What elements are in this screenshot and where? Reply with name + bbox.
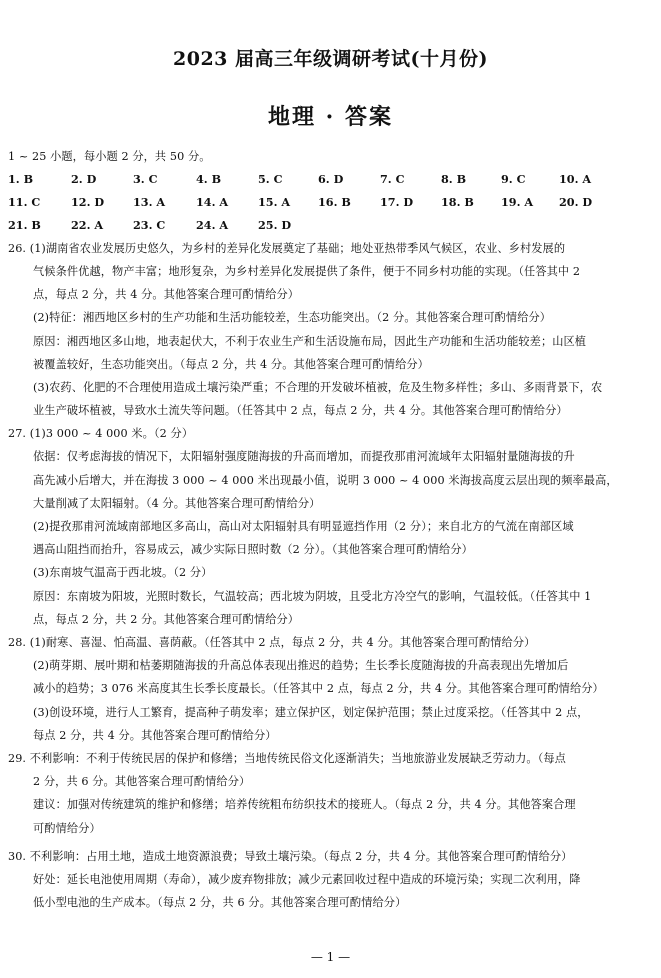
answer-line: 好处：延长电池使用周期（寿命），减少废弃物排放；减少元素回收过程中造成的环境污染；实现二次利用，降 [33,873,581,886]
answer-line: 遇高山阻挡而抬升，容易成云，减少实际日照时数（2 分）。（其他答案合理可酌情给分） [33,543,473,556]
mcq-answer: 22. A [71,218,104,232]
subject-title: 地理 · 答案 [268,104,393,130]
answer-line: (2)萌芽期、展叶期和枯萎期随海拔的升高总体表现出推迟的趋势；生长季长度随海拔的升高表现出先增加后 [33,659,569,672]
answer-line: 每点 2 分，共 4 分。其他答案合理可酌情给分） [33,729,277,742]
answer-line: 气候条件优越，物产丰富；地形复杂，为乡村差异化发展提供了条件，便于不同乡村功能的实现。（任答其中 2 [33,265,581,278]
mcq-answer: 2. D [71,172,97,186]
answer-line: 点，每点 2 分，共 4 分。其他答案合理可酌情给分） [33,288,300,301]
answer-line: 依据：仅考虑海拔的情况下，太阳辐射强度随海拔的升高而增加，而提孜那甫河流域年太阳辐射量随海拔的升 [33,450,575,463]
answer-line: 可酌情给分） [33,822,101,835]
answer-line: (2)特征：湘西地区乡村的生产功能和生活功能较差，生态功能突出。（2 分。其他答案合理可酌情给分） [33,311,552,324]
mcq-answer: 18. B [441,195,474,209]
answer-line: 原因：东南坡为阳坡，光照时数长，气温较高；西北坡为阴坡，且受北方冷空气的影响，气温较低。（任答其中 1 [33,590,592,603]
mcq-answer: 12. D [71,195,105,209]
mcq-answer-row-3 [8,218,648,234]
mcq-answer: 13. A [133,195,166,209]
exam-title: 2023 届高三年级调研考试(十月份) [173,48,488,70]
mcq-answer: 1. B [8,172,34,186]
mcq-answer-row-1 [8,172,648,188]
mcq-answer: 9. C [501,172,526,186]
answer-line: 建议：加强对传统建筑的维护和修缮；培养传统粗布纺织技术的接班人。（每点 2 分，共 4 分。其他答案合理 [33,798,576,811]
answer-line: 2 分，共 6 分。其他答案合理可酌情给分） [33,775,251,788]
mcq-answer: 4. B [196,172,222,186]
mcq-answer: 21. B [8,218,41,232]
page-number: — 1 — [310,950,351,964]
answer-line: 点，每点 2 分，共 2 分。其他答案合理可酌情给分） [33,613,300,626]
answer-line: 26. (1)湖南省农业发展历史悠久，为乡村的差异化发展奠定了基础；地处亚热带季风气候区，农业、乡村发展的 [8,242,566,255]
answer-line: 减小的趋势；3 076 米高度其生长季长度最长。（任答其中 2 点，每点 2 分，共 4 分。其他答案合理可酌情给分） [33,682,604,695]
mcq-answer: 5. C [258,172,283,186]
answer-line: 大量削减了太阳辐射。（4 分。其他答案合理可酌情给分） [33,497,321,510]
mcq-answer-row-2 [8,195,648,211]
answer-line: 低小型电池的生产成本。（每点 2 分，共 6 分。其他答案合理可酌情给分） [33,896,407,909]
mcq-answer: 19. A [501,195,534,209]
answer-line: (3)东南坡气温高于西北坡。（2 分） [33,566,213,579]
answer-line: 高先减小后增大，并在海拔 3 000 ~ 4 000 米出现最小值，说明 3 000 ~ 4 000 米海拔高度云层出现的频率最高， [33,474,618,487]
answer-line: 被覆盖较好，生态功能突出。（每点 2 分，共 4 分。其他答案合理可酌情给分） [33,358,429,371]
mcq-answer: 14. A [196,195,229,209]
mcq-answer: 3. C [133,172,158,186]
answer-line: 29. 不利影响：不利于传统民居的保护和修缮；当地传统民俗文化逐渐消失；当地旅游业发展缺乏劳动力。（每点 [8,752,566,765]
mcq-answer: 8. B [441,172,467,186]
mcq-answer: 17. D [380,195,414,209]
mcq-answer: 10. A [559,172,592,186]
answer-line: 原因：湘西地区多山地，地表起伏大，不利于农业生产和生活设施布局，因此生产功能和生活功能较差；山区植 [33,335,587,348]
mcq-answer: 24. A [196,218,229,232]
answer-line: (2)提孜那甫河流域南部地区多高山，高山对太阳辐射具有明显遮挡作用（2 分）；来自北方的气流在南部区域 [33,520,574,533]
answer-line: 27. (1)3 000 ~ 4 000 米。（2 分） [8,427,194,440]
mcq-answer: 7. C [380,172,405,186]
mcq-answer: 16. B [318,195,351,209]
answer-line: 28. (1)耐寒、喜湿、怕高温、喜荫蔽。（任答其中 2 点，每点 2 分，共 4 分。其他答案合理可酌情给分） [8,636,536,649]
mcq-answer: 25. D [258,218,292,232]
answer-line: (3)创设环境，进行人工繁育，提高种子萌发率；建立保护区，划定保护范围；禁止过度采挖。（任答其中 2 点， [33,706,589,719]
mcq-answer: 6. D [318,172,344,186]
answer-line: (3)农药、化肥的不合理使用造成土壤污染严重；不合理的开发破坏植被，危及生物多样性；多山、多雨背景下，农 [33,381,603,394]
mcq-answer: 20. D [559,195,593,209]
answer-line: 30. 不利影响：占用土地，造成土地资源浪费；导致土壤污染。（每点 2 分，共 4 分。其他答案合理可酌情给分） [8,850,573,863]
mcq-answer: 23. C [133,218,166,232]
mcq-answer: 11. C [8,195,41,209]
answer-line: 业生产破坏植被，导致水土流失等问题。（任答其中 2 点，每点 2 分，共 4 分。其他答案合理可酌情给分） [33,404,568,417]
mcq-answer: 15. A [258,195,291,209]
mcq-intro: 1 ~ 25 小题，每小题 2 分，共 50 分。 [8,150,211,163]
